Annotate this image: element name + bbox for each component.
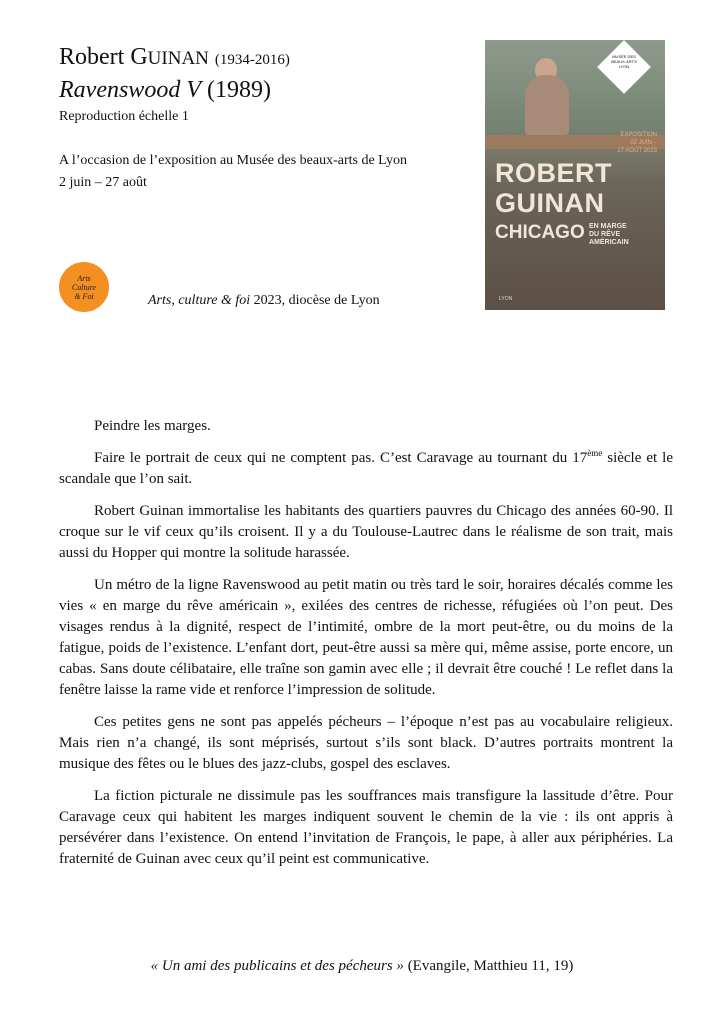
quote-text: « Un ami des publicains et des pécheurs » <box>150 958 404 974</box>
credit-italic: Arts, culture & foi <box>148 293 251 308</box>
occasion-line-1: A l’occasion de l’exposition au Musée des beaux-arts de Lyon <box>59 153 407 168</box>
reproduction-note: Reproduction échelle 1 <box>59 109 189 124</box>
paragraph-6: La fiction picturale ne dissimule pas les souffrances mais transfigure la lassitude d’être. Pour Caravage ceux qui habitent les marges indiquent souvent le chemin de la vie : ils ont appris à persévérer dans l’existence. On entend l’invitation de François, le pape, à aller aux périphéries. La fraternité de Guinan avec ceux qu’il peint est communicative. <box>59 788 673 867</box>
poster-expo-dates-1: 02 JUIN – <box>630 140 657 146</box>
paragraph-1: Peindre les marges. <box>94 418 211 434</box>
paragraph-5: Ces petites gens ne sont pas appelés pécheurs – l’époque n’est pas au vocabulaire religieux. Mais rien n’a changé, ils sont méprisés, surtout s’ils sont black. D’autres portraits montrent la musique des fêtes ou le blues des jazz-clubs, gospel des esclaves. <box>59 714 673 772</box>
poster-expo <box>617 131 657 155</box>
artist-name <box>59 42 459 75</box>
poster-footer: LYON <box>499 296 513 302</box>
quote-source: (Evangile, Matthieu 11, 19) <box>403 958 574 974</box>
logo-line-3: & Foi <box>74 291 94 301</box>
credit-rest: 2023, diocèse de Lyon <box>250 293 380 308</box>
closing-quote <box>0 958 724 975</box>
exhibition-poster <box>485 40 665 310</box>
poster-name-line-2: GUINAN <box>495 188 605 218</box>
header <box>59 42 459 194</box>
artist-first-name: Robert <box>59 44 131 70</box>
paragraph-3: Robert Guinan immortalise les habitants des quartiers pauvres du Chicago des années 60-90. Il croque sur le vif ceux qu’ils croisent. Il y a du Toulouse-Lautrec dans le réalisme de son trait, mais aussi du Hopper qui montre la solitude harassée. <box>59 503 673 561</box>
poster-city: CHICAGO <box>495 222 585 243</box>
paragraph-4: Un métro de la ligne Ravenswood au petit matin ou très tard le soir, horaires décalés comme les vies « en marge du rêve américain », exilées des centres de richesse, réfugiées où l’on peut. Des visages rendus à la dignité, respect de l’intimité, ombre de la mort peut-être, ou du moins de la fatigue, poids de l’existence. L’enfant dort, peut-être aussi sa mère qui, même assise, porte encore, un cabas. Sans doute célibataire, elle traîne son gamin avec elle ; il devrait être couché ! Le reflet dans la fenêtre laisse la rame vide et renforce l’impression de solitude. <box>59 577 673 698</box>
poster-museum-label: MUSÉE DES BEAUX-ARTS LYON <box>611 54 637 69</box>
poster-expo-label: EXPOSITION <box>620 132 657 138</box>
paragraph-2-superscript: ème <box>587 448 603 458</box>
logo-line-1: Arts <box>77 273 91 283</box>
paragraph-2-text: Faire le portrait de ceux qui ne comptent pas. C’est Caravage au tournant du 17 <box>94 450 588 466</box>
artist-last-initial: G <box>130 44 148 70</box>
work-title-text: Ravenswood V <box>59 77 201 103</box>
occasion-dates: 2 juin – 27 août <box>59 175 147 190</box>
poster-name-line-1: ROBERT <box>495 158 612 188</box>
poster-subtitle <box>589 223 629 247</box>
work-title <box>59 75 459 105</box>
poster-expo-dates-2: 27 AOÛT 2023 <box>617 148 657 154</box>
credit-line <box>148 293 380 309</box>
work-year: (1989) <box>206 77 271 103</box>
poster-figure <box>525 75 569 135</box>
poster-subtitle-3: AMÉRICAIN <box>589 239 629 246</box>
poster-subtitle-2: DU RÊVE <box>589 231 621 238</box>
logo-line-2: Culture <box>71 282 97 292</box>
paragraph-2 <box>59 448 673 490</box>
artist-last-rest: UINAN <box>147 48 209 69</box>
arts-culture-foi-logo <box>59 262 109 312</box>
poster-subtitle-1: EN MARGE <box>589 223 627 230</box>
article-body <box>59 416 673 881</box>
artist-years: (1934-2016) <box>214 52 290 68</box>
paragraph-2-text-end: siècle et le scandale que l’on sait. <box>59 450 673 487</box>
occasion <box>59 150 459 194</box>
